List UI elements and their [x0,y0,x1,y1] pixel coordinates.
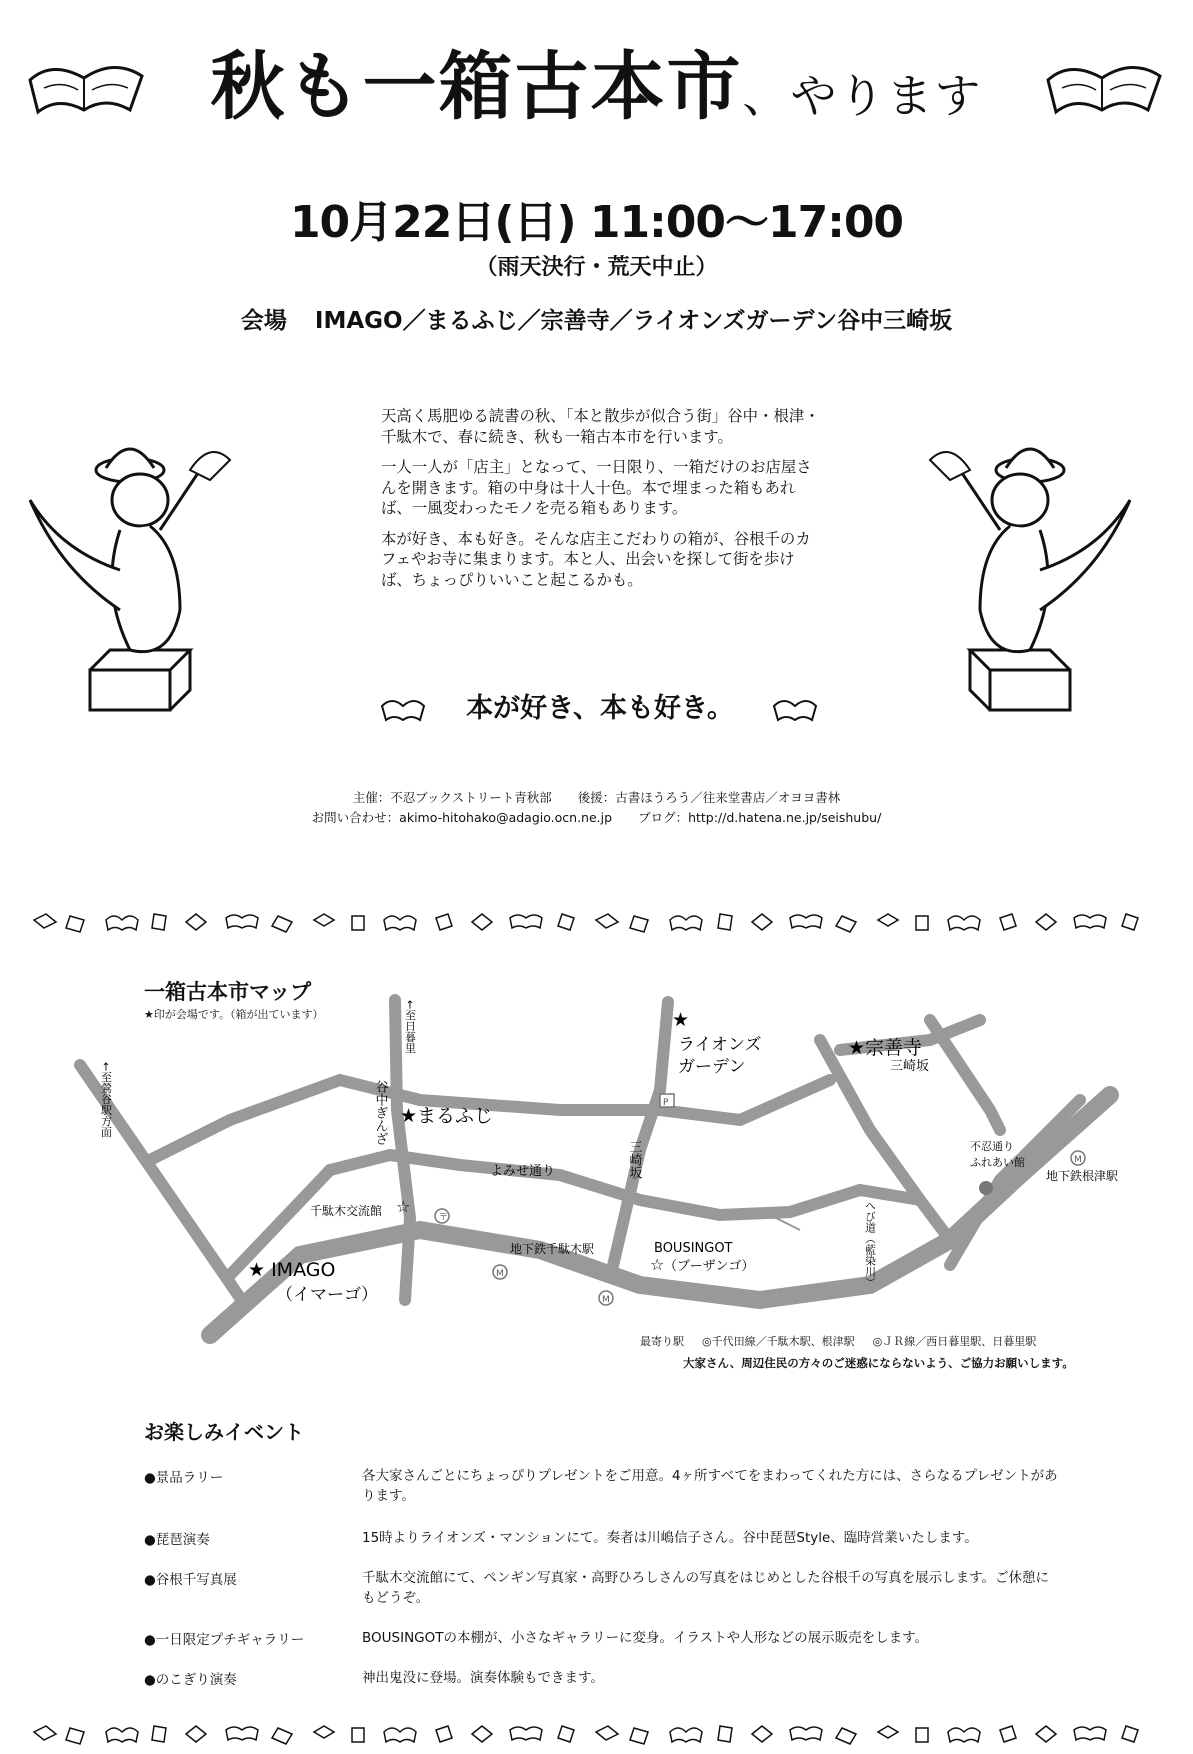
legend-chiyoda: ◎千代田線／千駄木駅、根津駅 [702,1335,855,1348]
label-nezu-station: 地下鉄根津駅 [1046,1169,1119,1183]
title-tail: 、やります [742,69,983,123]
event-name: ● 景品ラリー [144,1466,344,1486]
venue-imago-kana: （イマーゴ） [276,1285,378,1305]
label-uguisudani: ←至鶯谷駅方面 [99,1062,113,1138]
mascot-illustration-right [920,430,1140,730]
fureai-marker [979,1181,993,1195]
blog-link[interactable]: ブログ：http://d.hatena.ne.jp/seishubu/ [638,810,882,825]
landmark-koryukan: 千駄木交流館 [310,1204,383,1218]
map-legend [640,1333,1036,1349]
svg-text:〒: 〒 [439,1213,449,1223]
title-main: 秋も一箱古本市 [210,44,743,130]
label-nippori: ←至日暮里 [403,1000,417,1054]
landmark-bousingot: BOUSINGOT [654,1241,733,1256]
label-yomise: よみせ通り [490,1164,556,1179]
venue-lions-star: ★ [672,1009,690,1031]
event-desc: 神出鬼没に登場。演奏体験もできます。 [362,1670,604,1686]
venue-imago: ★ IMAGO [248,1259,336,1281]
legend-nearest: 最寄り駅 [640,1335,684,1348]
weather-note: （雨天決行・荒天中止） [475,255,718,280]
venue-lions-1: ライオンズ [678,1035,762,1055]
credits [0,788,1193,828]
event-name: ● のこぎり演奏 [144,1668,344,1688]
bousingot-star-icon: ☆ [650,1255,665,1274]
event-desc: 千駄木交流館にて、ペンギン写真家・高野ひろしさんの写真をはじめとした谷根千の写真を展示します。ご休憩にもどうぞ。 [362,1570,1050,1606]
event-desc: 15時よりライオンズ・マンションにて。奏者は川嶋信子さん。谷中琵琶Style、臨時営業いたします。 [362,1530,978,1546]
map-notice: 大家さん、周辺住民の方々のご迷惑にならないよう、ご協力お願いします。 [683,1356,1074,1370]
intro-paragraph-3: 本が好き、本も好き。そんな店主こだわりの箱が、谷根千のカフェやお寺に集まります。本と人、出会いを探して街を歩けば、ちょっぴりいいこと起こるかも。 [381,529,811,589]
landmark-fureai-1: 不忍通り [970,1140,1014,1153]
mascot-illustration-left [20,430,240,730]
book-divider-bottom [30,1718,1166,1752]
events-title: お楽しみイベント [144,1420,304,1444]
event-name: ● 一日限定プチギャラリー [144,1628,344,1648]
label-yanaka-ginza: 谷中ぎんざ [372,1080,388,1145]
map-subtitle: ★印が会場です。（箱が出ています） [144,1008,324,1021]
landmark-fureai-2: ふれあい館 [970,1156,1025,1169]
label-sansakizaka-2: 三崎坂 [890,1059,930,1074]
label-sansakizaka: 三崎坂 [626,1140,642,1179]
koryukan-star-icon: ☆ [396,1197,411,1216]
page-title [0,28,1193,134]
landmark-bousingot-kana: （ブーザンゴ） [664,1259,755,1274]
event-datetime: 10月22日(日) 11:00～17:00 [289,197,904,248]
area-map [0,990,1193,1350]
venue-line [0,302,1193,335]
book-divider-top [30,906,1166,940]
intro-paragraph-2: 一人一人が「店主」となって、一日限り、一箱だけのお店屋さんを開きます。箱の中身は十人十色。本で埋まった箱もあれば、一風変わったモノを売る箱もあります。 [381,458,812,517]
event-name: ● 谷根千写真展 [144,1568,344,1588]
svg-text:M: M [602,1295,610,1305]
tagline: 本が好き、本も好き。 [466,693,734,724]
organizer-text: 主催：不忍ブックストリート青秋部 [352,790,552,805]
label-sendagi-station: 地下鉄千駄木駅 [510,1242,595,1256]
label-hebimichi: へび道（藍染川） [863,1200,877,1288]
event-desc: BOUSINGOTの本棚が、小さなギャラリーに変身。イラストや人形などの展示販売をします。 [362,1630,929,1646]
svg-text:M: M [496,1269,504,1279]
event-desc: 各大家さんごとにちょっぴりプレゼントをご用意。4ヶ所すべてをまわってくれた方には、さらなるプレゼントがあります。 [362,1468,1058,1504]
small-book-icon-right [770,690,820,724]
event-name: ● 琵琶演奏 [144,1528,344,1548]
venue-marufuji: ★まるふじ [400,1105,494,1127]
svg-text:M: M [1074,1155,1082,1165]
svg-text:P: P [663,1098,669,1108]
venue-list: IMAGO／まるふじ／宗善寺／ライオンズガーデン谷中三崎坂 [314,308,953,334]
venue-label: 会場 [240,308,287,334]
venue-lions-2: ガーデン [678,1057,746,1077]
venue-sozenji: ★宗善寺 [848,1037,923,1059]
intro-text [381,406,821,600]
contact-email[interactable]: お問い合わせ：akimo-hitohako@adagio.ocn.ne.jp [311,810,613,825]
support-text: 後援：古書ほうろう／往来堂書店／オヨヨ書林 [577,790,841,805]
legend-jr: ◎ＪＲ線／西日暮里駅、日暮里駅 [872,1335,1037,1348]
intro-paragraph-1: 天高く馬肥ゆる読書の秋、「本と散歩が似合う街」谷中・根津・千駄木で、春に続き、秋も一箱古本市を行います。 [381,407,820,446]
map-title: 一箱古本市マップ [144,980,312,1004]
